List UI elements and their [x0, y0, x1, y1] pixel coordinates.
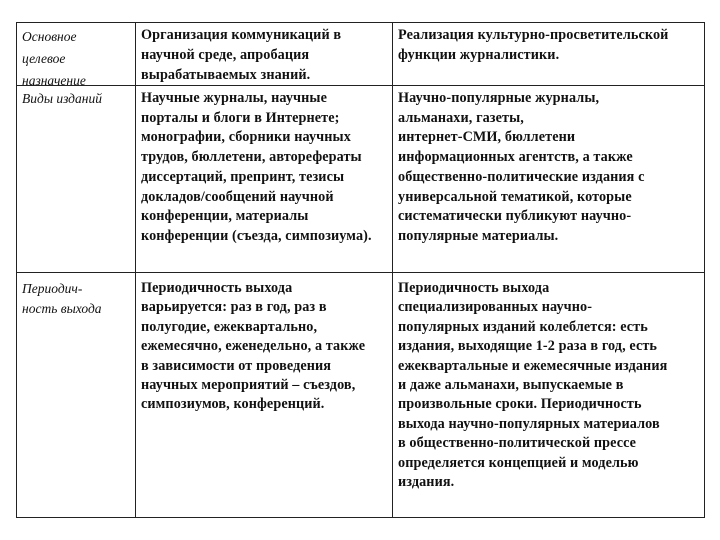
- text-line: функции журналистики.: [398, 47, 560, 63]
- text-line: научной среде, апробация: [141, 47, 310, 63]
- cell-scientific-periodicity: [141, 279, 365, 415]
- cell-popular-purpose: [398, 25, 668, 65]
- column-divider: [392, 23, 393, 517]
- text-line: Периодичность выхода: [398, 280, 550, 296]
- text-line: назначение: [22, 73, 86, 88]
- text-line: общественно-политические издания с: [398, 168, 645, 185]
- text-line: Периодич-: [22, 281, 83, 296]
- text-line: порталы и блоги в Интернете;: [141, 109, 340, 126]
- comparison-table: [16, 22, 705, 518]
- text-line: Реализация культурно-просветительской: [398, 27, 669, 43]
- text-line: научных мероприятий – съездов,: [141, 377, 356, 394]
- text-line: Основное: [22, 29, 77, 44]
- text-line: издания, выходящие 1-2 раза в год, есть: [398, 338, 658, 355]
- text-line: трудов, бюллетени, авторефераты: [141, 149, 362, 166]
- text-line: универсальной тематикой, которые: [398, 188, 632, 205]
- text-line: ежеквартальные и ежемесячные издания: [398, 357, 668, 374]
- cell-popular-types: [398, 89, 645, 247]
- text-line: монографии, сборники научных: [141, 129, 351, 146]
- column-divider: [135, 23, 136, 517]
- row-label-publication-types: [22, 89, 102, 109]
- text-line: интернет-СМИ, бюллетени: [398, 129, 576, 146]
- text-line: в общественно-политической прессе: [398, 435, 637, 452]
- row-label-periodicity: [22, 279, 102, 319]
- text-line: конференции (съезда, симпозиума).: [141, 227, 372, 244]
- text-line: определяется концепцией и моделью: [398, 454, 639, 471]
- text-line: и даже альманахи, выпускаемые в: [398, 377, 624, 394]
- cell-scientific-types: [141, 89, 372, 247]
- row-divider: [17, 85, 704, 86]
- text-line: целевое: [22, 51, 66, 66]
- row-label-purpose: [22, 26, 86, 92]
- text-line: популярные материалы.: [398, 227, 559, 244]
- text-line: систематически публикуют научно-: [398, 208, 632, 225]
- text-line: варьируется: раз в год, раз в: [141, 299, 327, 316]
- cell-scientific-purpose: [141, 25, 341, 85]
- text-line: выхода научно-популярных материалов: [398, 415, 660, 432]
- text-line: ность выхода: [22, 301, 102, 316]
- text-line: симпозиумов, конференций.: [141, 396, 325, 413]
- text-line: Периодичность выхода: [141, 280, 293, 296]
- text-line: Научно-популярные журналы,: [398, 90, 600, 106]
- text-line: докладов/сообщений научной: [141, 188, 334, 205]
- text-line: издания.: [398, 474, 455, 491]
- text-line: диссертаций, препринт, тезисы: [141, 168, 345, 185]
- text-line: альманахи, газеты,: [398, 109, 524, 126]
- cell-popular-periodicity: [398, 279, 667, 492]
- text-line: ежемесячно, еженедельно, а также: [141, 338, 366, 355]
- text-line: специализированных научно-: [398, 299, 593, 316]
- text-line: в зависимости от проведения: [141, 357, 332, 374]
- text-line: произвольные сроки. Периодичность: [398, 396, 642, 413]
- text-line: Научные журналы, научные: [141, 90, 327, 106]
- text-line: Организация коммуникаций в: [141, 27, 342, 43]
- text-line: конференции, материалы: [141, 208, 309, 225]
- row-divider: [17, 272, 704, 273]
- text-line: информационных агентств, а также: [398, 149, 633, 166]
- text-line: Виды изданий: [22, 91, 102, 106]
- text-line: популярных изданий колеблется: есть: [398, 318, 648, 335]
- text-line: вырабатываемых знаний.: [141, 67, 311, 83]
- text-line: полугодие, ежеквартально,: [141, 318, 318, 335]
